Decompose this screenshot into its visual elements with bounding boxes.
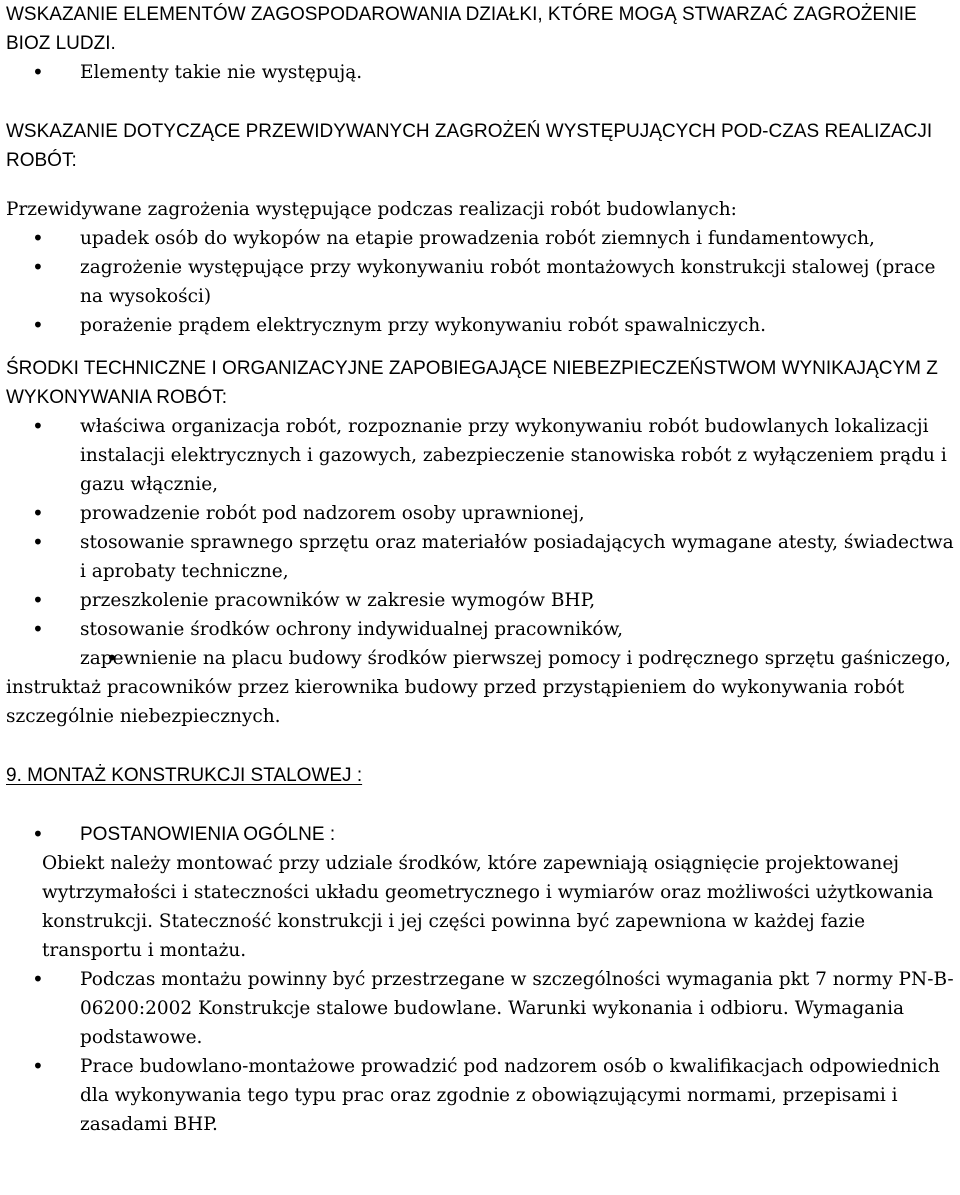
list-item: • przeszkolenie pracowników w zakresie wymogów BHP, — [6, 586, 958, 615]
assembly-requirements-list — [6, 965, 958, 1139]
heading-predicted-hazards: WSKAZANIE DOTYCZĄCE PRZEWIDYWANYCH ZAGROŻEŃ WYSTĘPUJĄCYCH POD-CZAS REALIZACJI ROBÓT: — [6, 121, 933, 171]
list-item: • Prace budowlano-montażowe prowadzić pod nadzorem osób o kwalifikacjach odpowiednich dla wykonywania tego typu prac oraz zgodnie z obowiązującymi normami, przepisami i zasadami BHP. — [6, 1052, 958, 1139]
hazards-list — [6, 224, 958, 340]
bullet-list — [6, 58, 958, 87]
heading-hazard-elements: WSKAZANIE ELEMENTÓW ZAGOSPODAROWANIA DZIAŁKI, KTÓRE MOGĄ STWARZAĆ ZAGROŻENIE BIOZ LUDZI. — [6, 4, 917, 54]
section-predicted-hazards — [6, 117, 958, 340]
list-item: • właściwa organizacja robót, rozpoznanie przy wykonywaniu robót budowlanych lokalizacji instalacji elektrycznych i gazowych, zabezpieczenie stanowiska robót z wyłączeniem prądu i gazu włącznie, — [6, 412, 958, 499]
list-item: • Elementy takie nie występują. — [6, 58, 958, 87]
document-page — [6, 0, 958, 1139]
measures-list — [6, 412, 958, 731]
section-hazard-elements — [6, 0, 958, 87]
list-item: • zapewnienie na placu budowy środków pierwszej pomocy i podręcznego sprzętu gaśniczego, instruktaż pracowników przez kierownika budowy przed przystąpieniem do wykonywania robót szczególnie niebezpiecznych. — [6, 644, 958, 731]
general-provisions-list — [6, 820, 958, 849]
list-item: • zagrożenie występujące przy wykonywaniu robót montażowych konstrukcji stalowej (prace na wysokości) — [6, 253, 958, 311]
section-title: 9. MONTAŻ KONSTRUKCJI STALOWEJ : — [6, 765, 363, 786]
list-item: • porażenie prądem elektrycznym przy wykonywaniu robót spawalniczych. — [6, 311, 958, 340]
list-item: • stosowanie sprawnego sprzętu oraz materiałów posiadających wymagane atesty, świadectwa i aprobaty techniczne, — [6, 528, 958, 586]
section-safety-measures — [6, 354, 958, 731]
heading-safety-measures: ŚRODKI TECHNICZNE I ORGANIZACYJNE ZAPOBIEGAJĄCE NIEBEZPIECZEŃSTWOM WYNIKAJĄCYM Z WYKONYWANIA ROBÓT: — [6, 358, 938, 408]
hazards-intro: Przewidywane zagrożenia występujące podczas realizacji robót budowlanych: — [6, 199, 737, 220]
list-item: • Podczas montażu powinny być przestrzegane w szczególności wymagania pkt 7 normy PN-B-06200:2002 Konstrukcje stalowe budowlane. Warunki wykonania i odbioru. Wymagania podstawowe. — [6, 965, 958, 1052]
section-steel-assembly — [6, 761, 958, 1139]
general-paragraph: Obiekt należy montować przy udziale środków, które zapewniają osiągnięcie projektowanej wytrzymałości i stateczności układu geometrycznego i wymiarów oraz możliwości użytkowania konstrukcji. Stateczność konstrukcji i jej części powinna być zapewniona w każdej fazie transportu i montażu. — [42, 853, 934, 961]
list-item: • upadek osób do wykopów na etapie prowadzenia robót ziemnych i fundamentowych, — [6, 224, 958, 253]
list-item: • stosowanie środków ochrony indywidualnej pracowników, — [6, 615, 958, 644]
list-item: • prowadzenie robót pod nadzorem osoby uprawnionej, — [6, 499, 958, 528]
sub-heading: • POSTANOWIENIA OGÓLNE : — [6, 820, 958, 849]
